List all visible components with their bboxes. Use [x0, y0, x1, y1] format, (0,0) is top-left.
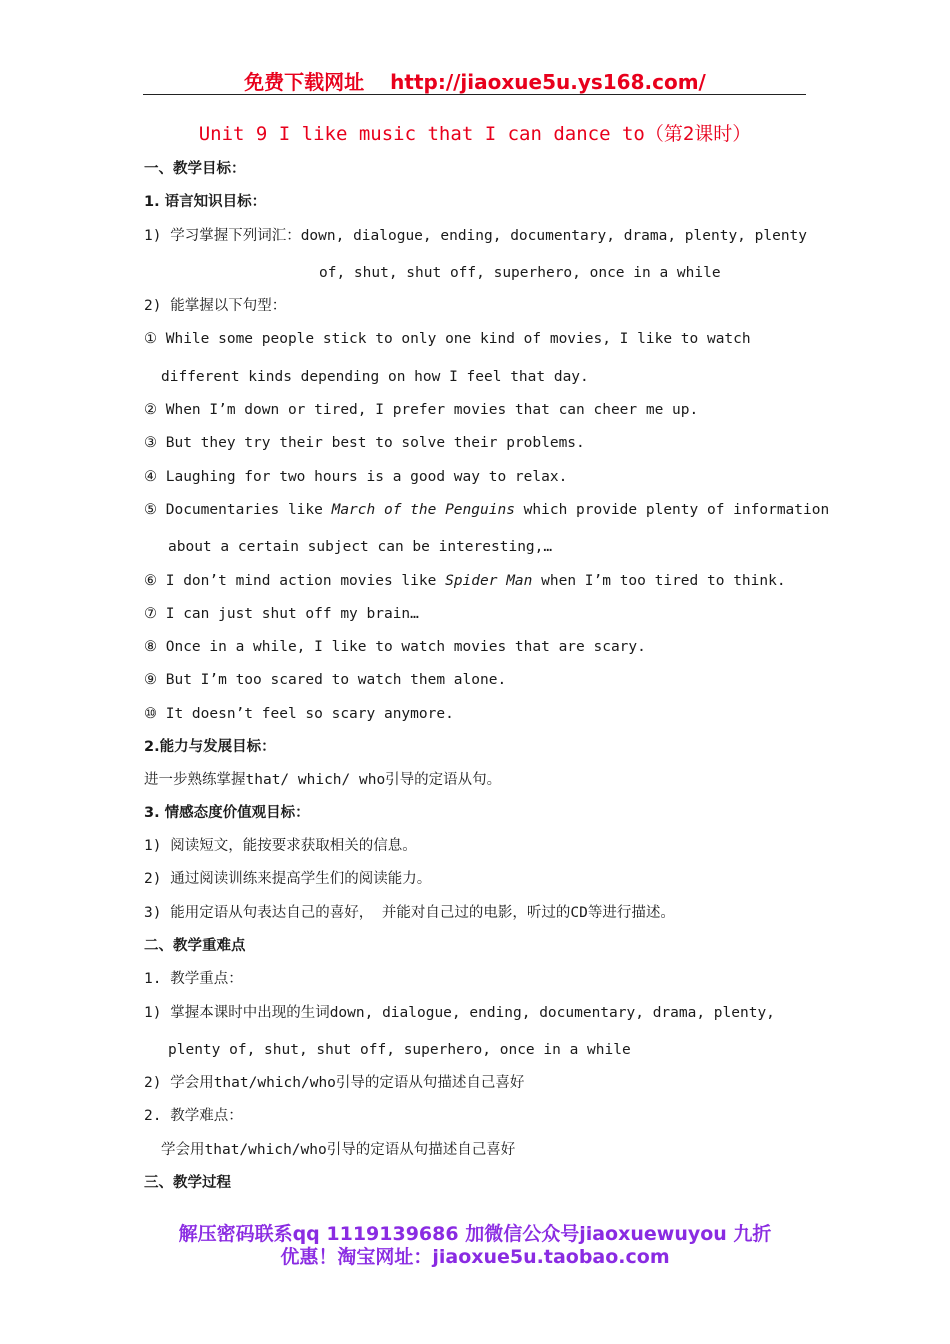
subheading-ability: 2.能力与发展目标：	[144, 739, 276, 755]
footer-line-1: 解压密码联系qq 1119139686 加微信公众号jiaoxuewuyou 九折	[178, 1223, 772, 1245]
ability-text: 进一步熟练掌握that/ which/ who引导的定语从句。	[144, 772, 502, 788]
sentence-1a: ① While some people stick to only one kind of movies, I like to watch	[144, 331, 751, 347]
page-header	[0, 66, 950, 95]
sentence-6-pre: ⑥ I don’t mind action movies like	[144, 573, 446, 589]
section-heading-keypoints: 二、教学重难点	[144, 938, 246, 954]
key-heading: 1. 教学重点：	[144, 971, 243, 987]
movie-title-penguins: March of the Penguins	[331, 502, 515, 518]
subheading-emotion: 3. 情感态度价值观目标：	[144, 805, 310, 821]
difficulty-heading: 2. 教学难点：	[144, 1108, 243, 1124]
sentence-10: ⑩ It doesn’t feel so scary anymore.	[144, 706, 454, 722]
header-label: 免费下载网址	[244, 70, 365, 94]
sentence-6-post: when I’m too tired to think.	[532, 573, 786, 589]
movie-title-spiderman: Spider Man	[445, 573, 533, 589]
subheading-knowledge: 1. 语言知识目标：	[144, 194, 267, 210]
footer-line-2: 优惠！淘宝网址：jiaoxue5u.taobao.com	[280, 1246, 670, 1268]
sentence-6	[144, 571, 786, 591]
pattern-heading: 2) 能掌握以下句型：	[144, 298, 287, 314]
sentence-4: ④ Laughing for two hours is a good way to relax.	[144, 469, 568, 485]
sentence-1b: different kinds depending on how I feel that day.	[161, 369, 589, 385]
header-rule	[143, 94, 806, 95]
difficulty-text: 学会用that/which/who引导的定语从句描述自己喜好	[161, 1142, 516, 1158]
sentence-9: ⑨ But I’m too scared to watch them alone.	[144, 672, 507, 688]
section-heading-process: 三、教学过程	[144, 1175, 231, 1191]
emotion-item-1: 1) 阅读短文，能按要求获取相关的信息。	[144, 838, 417, 854]
sentence-7: ⑦ I can just shut off my brain…	[144, 606, 419, 622]
emotion-item-3: 3) 能用定语从句表达自己的喜好， 并能对自己过的电影，听过的CD等进行描述。	[144, 905, 675, 921]
document-title: Unit 9 I like music that I can dance to（第2课时）	[198, 123, 752, 145]
sentence-5b: about a certain subject can be interesting,…	[168, 539, 553, 555]
key-item-2: 2) 学会用that/which/who引导的定语从句描述自己喜好	[144, 1075, 525, 1091]
sentence-8: ⑧ Once in a while, I like to watch movies that are scary.	[144, 639, 646, 655]
key-item-1b: plenty of, shut, shut off, superhero, once in a while	[168, 1042, 631, 1058]
sentence-5a-post: which provide plenty of information	[514, 502, 830, 518]
emotion-item-2: 2) 通过阅读训练来提高学生们的阅读能力。	[144, 871, 432, 887]
sentence-5a-pre: ⑤ Documentaries like	[144, 502, 332, 518]
section-heading-objectives: 一、教学目标：	[144, 161, 246, 177]
header-url-link[interactable]: http://jiaoxue5u.ys168.com/	[390, 70, 706, 94]
sentence-2: ② When I’m down or tired, I prefer movies that can cheer me up.	[144, 402, 699, 418]
sentence-3: ③ But they try their best to solve their problems.	[144, 435, 585, 451]
key-item-1a: 1) 掌握本课时中出现的生词down, dialogue, ending, documentary, drama, plenty,	[144, 1005, 775, 1021]
vocab-line-2: of, shut, shut off, superhero, once in a while	[319, 265, 721, 281]
vocab-line-1: 1) 学习掌握下列词汇：down, dialogue, ending, documentary, drama, plenty, plenty	[144, 228, 808, 244]
sentence-5a	[144, 500, 829, 520]
